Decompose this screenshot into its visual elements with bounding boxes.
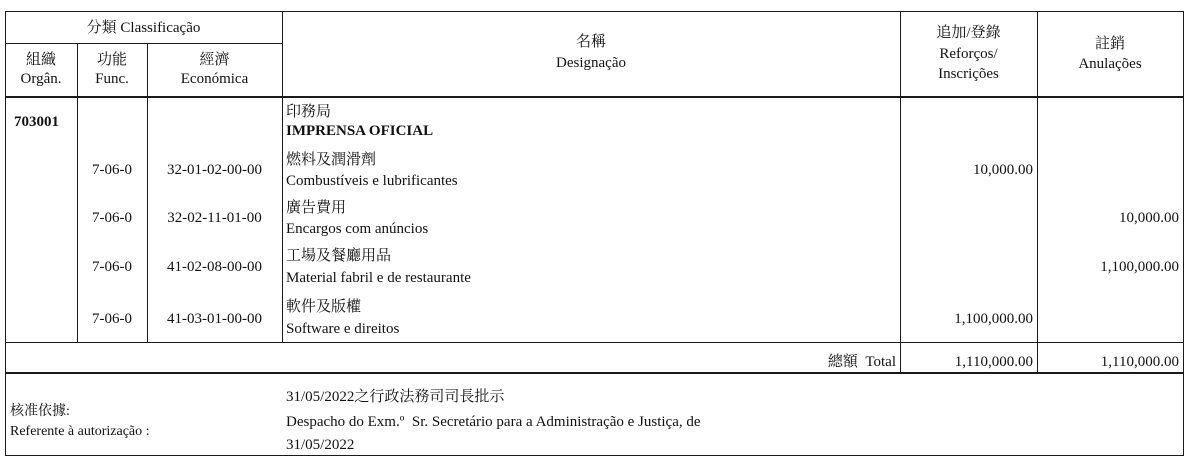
total-label: 總額 Total — [827, 354, 896, 370]
authorization-text-pt1: Despacho do Exm.º Sr. Secretário para a Administração e Justiça, de — [286, 414, 701, 430]
row-cancel: 1,100,000.00 — [1100, 259, 1179, 275]
designation-header-zh: 名稱 — [575, 34, 606, 50]
reinforce-header-pt1: Reforços/ — [939, 46, 998, 62]
row-name-zh: 軟件及版權 — [286, 299, 362, 315]
total-reinforce: 1,110,000.00 — [954, 354, 1033, 370]
rule-header-bottom — [5, 96, 1184, 98]
rule-body-bottom — [5, 342, 1184, 343]
rule-total-bottom — [5, 372, 1184, 374]
organ-header-zh: 組織 — [25, 52, 56, 68]
econ-header-pt: Económica — [180, 71, 249, 87]
cancel-header-pt: Anulações — [1078, 56, 1142, 72]
entity-code: 703001 — [14, 114, 59, 130]
row-reinforce: 1,100,000.00 — [954, 311, 1033, 327]
rule-classification-sub — [5, 43, 282, 44]
row-cancel: 10,000.00 — [1119, 210, 1179, 226]
reinforce-header-pt2: Inscrições — [938, 66, 999, 82]
row-func: 7-06-0 — [92, 311, 132, 327]
total-cancel: 1,110,000.00 — [1100, 354, 1179, 370]
row-econ: 32-01-02-00-00 — [167, 162, 262, 178]
row-reinforce: 10,000.00 — [973, 162, 1033, 178]
rule-footer-bottom — [5, 455, 1184, 456]
row-func: 7-06-0 — [92, 259, 132, 275]
func-header-zh: 功能 — [96, 52, 127, 68]
designation-header-pt: Designação — [556, 55, 626, 71]
func-header-pt: Func. — [95, 71, 129, 87]
row-name-pt: Material fabril e de restaurante — [286, 270, 471, 286]
row-name-pt: Combustíveis e lubrificantes — [286, 173, 458, 189]
row-name-pt: Encargos com anúncios — [286, 221, 429, 237]
econ-header-zh: 經濟 — [199, 52, 230, 68]
row-func: 7-06-0 — [92, 210, 132, 226]
rule-right — [1183, 11, 1184, 456]
reinforce-header-zh: 追加/登錄 — [936, 25, 1001, 41]
cancel-header-zh: 註銷 — [1094, 36, 1125, 52]
row-econ: 41-02-08-00-00 — [167, 259, 262, 275]
authorization-label-zh: 核准依據: — [10, 404, 70, 419]
authorization-label-pt: Referente à autorização : — [10, 424, 150, 439]
row-name-zh: 工場及餐廳用品 — [286, 248, 392, 264]
entity-name-zh: 印務局 — [286, 104, 332, 120]
row-name-zh: 燃料及潤滑劑 — [286, 152, 377, 168]
entity-name-pt: IMPRENSA OFICIAL — [286, 123, 434, 139]
row-func: 7-06-0 — [92, 162, 132, 178]
row-econ: 32-02-11-01-00 — [167, 210, 262, 226]
classification-header: 分類 Classificação — [86, 20, 201, 36]
authorization-text-zh: 31/05/2022之行政法務司司長批示 — [286, 389, 505, 405]
organ-header-pt: Orgân. — [20, 71, 62, 87]
row-econ: 41-03-01-00-00 — [167, 311, 262, 327]
authorization-text-pt2: 31/05/2022 — [286, 437, 355, 453]
rule-top — [5, 11, 1184, 12]
row-name-pt: Software e direitos — [286, 321, 400, 337]
row-name-zh: 廣告費用 — [286, 200, 347, 216]
